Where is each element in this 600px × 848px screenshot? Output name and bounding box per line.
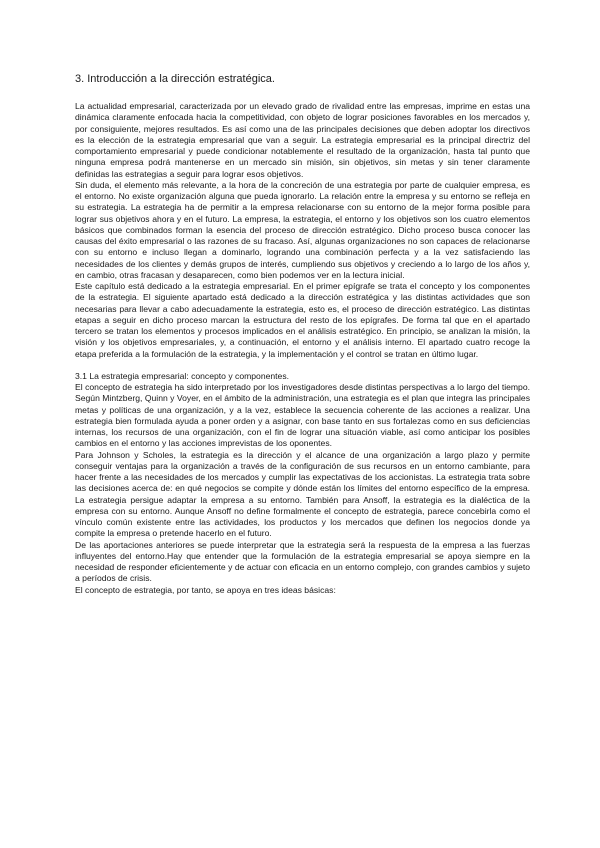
- paragraph: El concepto de estrategia, por tanto, se apoya en tres ideas básicas:: [75, 584, 336, 595]
- subsection-title: 3.1 La estrategia empresarial: concepto y componentes.: [75, 370, 290, 381]
- paragraph: Sin duda, el elemento más relevante, a la hora de la concreción de una estrategia por parte de cualquier empresa, es el entorno. No existe organización alguna que pueda ignorarlo. La relación entre la empresa y su entorno se refleja en su estrategia. La estrategia ha de permitir a la empresa relacionarse con su entorno de la mejor forma posible para lograr sus objetivos ahora y en el futuro. La empresa, la estrategia, el entorno y los objetivos son los cuatro elementos básicos que combinados forman la esencia del proceso de dirección estratégico. Dicho proceso busca conocer las causas del éxito empresarial o las razones de su fracaso. Así, algunas organizaciones no son capaces de relacionarse con su entorno e incluso llegan a dominarlo, logrando una combinación perfecta y a la vez satisfaciendo las necesidades de los clientes y demás grupos de interés, cumpliendo sus objetivos y creciendo a lo largo de los años y, en cambio, otras fracasan y desaparecen, como bien podemos ver en la lectura inicial.: [75, 179, 530, 280]
- section-title: 3. Introducción a la dirección estratégica.: [75, 73, 275, 85]
- paragraph: La actualidad empresarial, caracterizada por un elevado grado de rivalidad entre las empresas, imprime en estas una dinámica claramente enfocada hacia la competitividad, con objeto de lograr posiciones favorables en los mercados y, por consiguiente, mejores resultados. Es así como una de las principales decisiones que deben adoptar los directivos es la elección de la estrategia empresarial que van a seguir. La estrategia empresarial es la principal directriz del comportamiento empresarial y puede condicionar notablemente el resultado de la organización, hasta tal punto que ninguna empresa podrá mantenerse en un mercado sin misión, sin objetivos, sin metas y sin tener claramente definidas las estrategias a seguir para lograr esos objetivos.: [75, 101, 530, 179]
- spacer: [75, 360, 530, 371]
- paragraph: El concepto de estrategia ha sido interpretado por los investigadores desde distintas perspectivas a lo largo del tiempo. Según Mintzberg, Quinn y Voyer, en el ámbito de la administración, una estrategia es el plan que integra las principales metas y políticas de una organización, y a la vez, establece la secuencia coherente de las acciones a realizar. Una estrategia bien formulada ayuda a poner orden y a asignar, con base tanto en sus fortalezas como en sus deficiencias internas, los recursos de una organización, con el fin de lograr una situación viable, así como anticipar los posibles cambios en el entorno y las acciones imprevistas de los oponentes.: [75, 382, 530, 449]
- body-text: [75, 101, 530, 596]
- paragraph: Para Johnson y Scholes, la estrategia es la dirección y el alcance de una organización a largo plazo y permite conseguir ventajas para la organización a través de la configuración de sus recursos en un entorno cambiante, para hacer frente a las necesidades de los mercados y cumplir las expectativas de los accionistas. La estrategia trata sobre las decisiones acerca de: en qué negocios se compite y dónde están los límites del entorno específico de la empresa. La estrategia persigue adaptar la empresa a su entorno. También para Ansoff, la estrategia es la dialéctica de la empresa con su entorno. Aunque Ansoff no define formalmente el concepto de estrategia, parece concebirla como el vínculo común existente entre las actividades, los productos y los mercados que definen los negocios donde ya compite la empresa o pretende hacerlo en el futuro.: [75, 449, 530, 539]
- paragraph: De las aportaciones anteriores se puede interpretar que la estrategia será la respuesta de la empresa a las fuerzas influyentes del entorno.Hay que entender que la formulación de la estrategia empresarial se apoya siempre en la necesidad de responder eficientemente y de actuar con eficacia en un entorno complejo, con grandes cambios y sujeto a períodos de crisis.: [75, 539, 530, 584]
- paragraph: Este capítulo está dedicado a la estrategia empresarial. En el primer epígrafe se trata el concepto y los componentes de la estrategia. El siguiente apartado está dedicado a la dirección estratégica y las distintas actividades que son necesarias para llevar a cabo adecuadamente la estrategia, esto es, el proceso de dirección estratégico. Las distintas etapas a seguir en dicho proceso marcan la estructura del resto de los epígrafes. De forma tal que en el apartado tercero se tratan los elementos y procesos implicados en el análisis estratégico. En principio, se analizan la misión, la visión y los objetivos empresariales, y, a continuación, el entorno y el análisis interno. El apartado cuatro recoge la etapa preferida a la formulación de la estrategia, y la implementación y el control se tratan en último lugar.: [75, 281, 530, 359]
